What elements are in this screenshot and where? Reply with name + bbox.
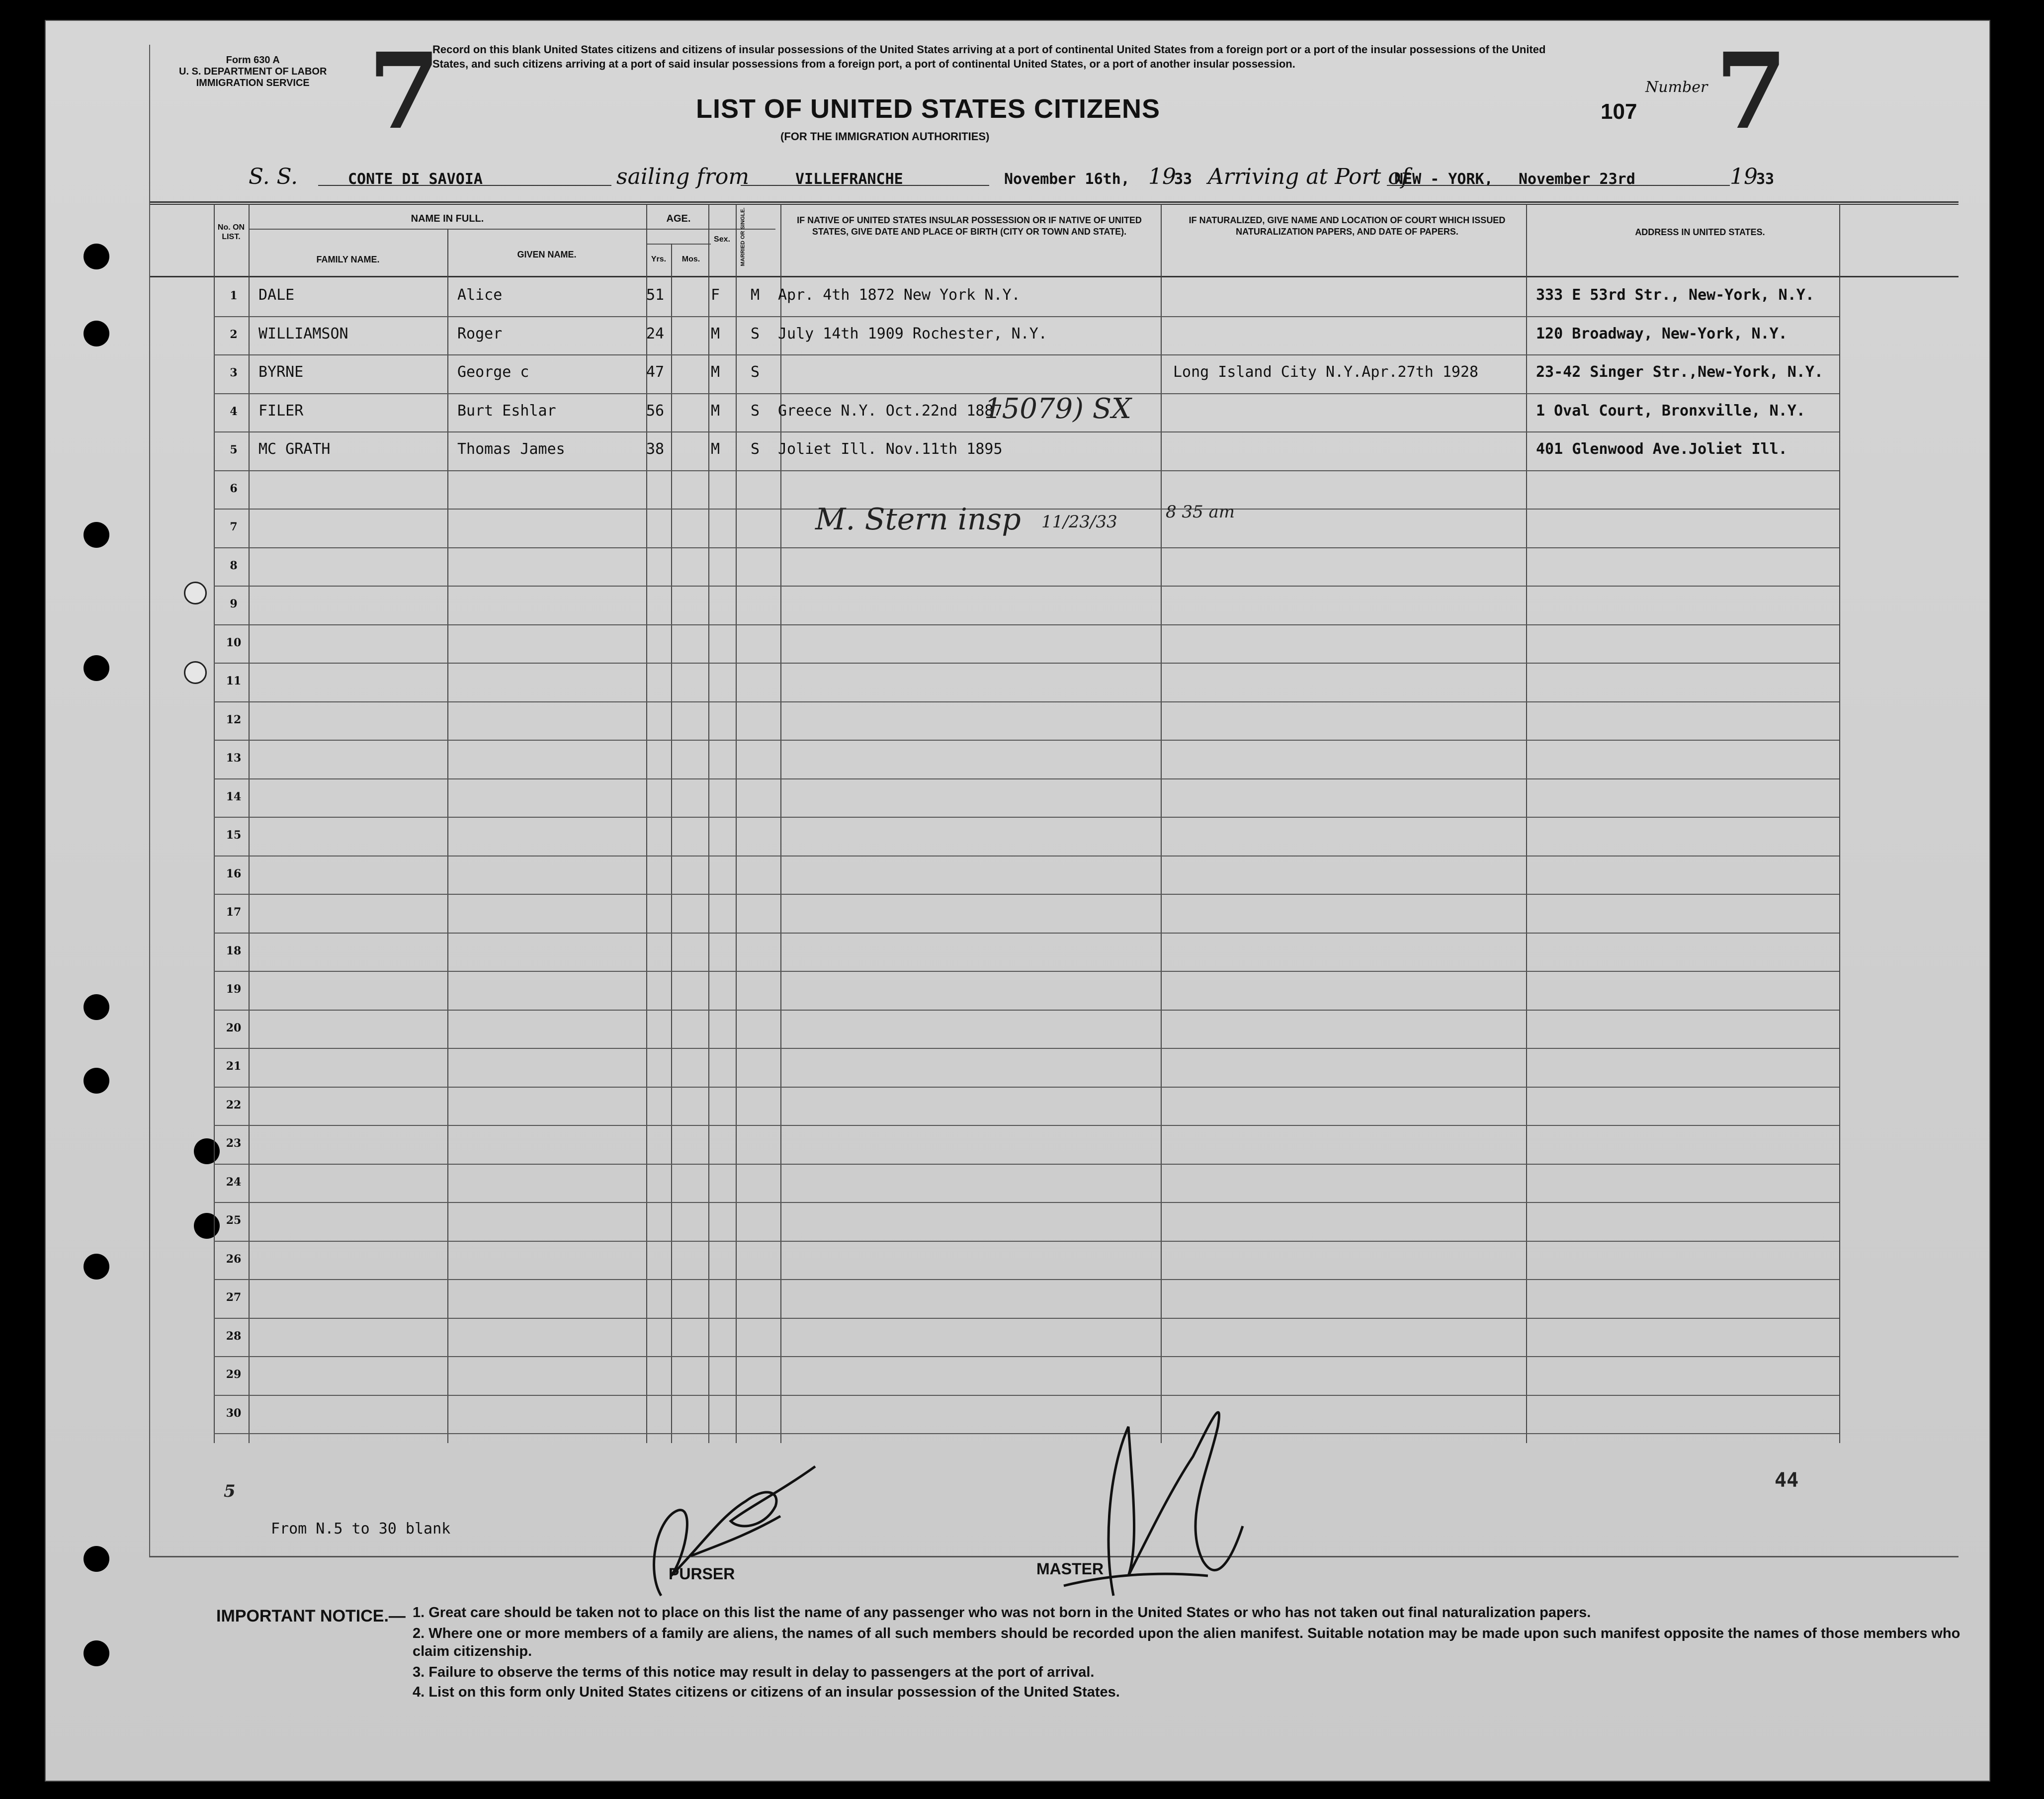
handwritten-number-left: 7 — [368, 30, 441, 153]
row-rule — [214, 316, 1839, 317]
row-rule — [214, 740, 1839, 741]
column-rule — [708, 204, 709, 1443]
row-rule — [214, 1395, 1839, 1396]
passenger-family: WILLIAMSON — [258, 325, 348, 343]
passenger-given: Roger — [457, 325, 503, 343]
number-label: Number — [1645, 79, 1708, 96]
notice-2: 2. Where one or more members of a family are aliens, the names of all such members should be recorded upon the alien manifest. Suitable notation may be made upon such manifest opposite the names of those members who claim citizenship. — [413, 1626, 1960, 1659]
handwritten-total: 5 — [224, 1481, 236, 1501]
row-number: 14 — [226, 790, 242, 803]
arriving-label: Arriving at Port of — [1208, 164, 1410, 189]
passenger-birth: Apr. 4th 1872 New York N.Y. — [778, 286, 1021, 304]
master-label: MASTER — [1036, 1560, 1104, 1578]
row-number: 9 — [230, 598, 238, 610]
notice-1: 1. Great care should be taken not to place on this list the name of any passenger who was not born in the United States or who has not taken out final naturalization papers. — [413, 1605, 1591, 1621]
row-number: 19 — [226, 983, 242, 996]
passenger-ms: S — [751, 402, 760, 420]
passenger-yrs: 47 — [646, 363, 665, 381]
row-rule — [214, 431, 1839, 432]
column-rule — [1526, 204, 1527, 1443]
row-number: 7 — [230, 520, 238, 533]
col-header-naturalized: IF NATURALIZED, GIVE NAME AND LOCATION OF COURT WHICH ISSUED NATURALIZATION PAPERS, AND DATE OF PAPERS. — [1189, 215, 1506, 237]
row-number: 26 — [226, 1252, 242, 1266]
row-number: 2 — [230, 328, 238, 341]
row-rule — [214, 1048, 1839, 1049]
row-rule — [214, 1164, 1839, 1165]
passenger-birth: Greece N.Y. Oct.22nd 1887 — [778, 402, 1003, 420]
row-rule — [214, 971, 1839, 972]
arrival-year: 33 — [1756, 171, 1775, 188]
department: U. S. DEPARTMENT OF LABOR — [179, 66, 327, 77]
col-header-age: AGE. — [666, 213, 691, 224]
row-number: 17 — [226, 906, 242, 919]
column-rule — [736, 204, 737, 1443]
service: IMMIGRATION SERVICE — [196, 78, 310, 88]
passenger-family: BYRNE — [258, 363, 304, 381]
passenger-address: 401 Glenwood Ave.Joliet Ill. — [1536, 440, 1788, 458]
row-number: 30 — [226, 1406, 242, 1420]
row-number: 25 — [226, 1214, 242, 1227]
row-rule — [214, 547, 1839, 548]
col-header-name-in-full: NAME IN FULL. — [411, 213, 484, 224]
purser-label: PURSER — [669, 1565, 735, 1583]
passenger-ms: S — [751, 440, 760, 458]
row-number: 21 — [226, 1060, 242, 1073]
sailing-label: sailing from — [616, 164, 750, 189]
row-rule — [214, 1010, 1839, 1011]
passenger-yrs: 38 — [646, 440, 665, 458]
row-number: 11 — [226, 675, 242, 687]
col-header-family-name: FAMILY NAME. — [316, 255, 380, 264]
row-rule — [214, 701, 1839, 702]
arrival-date: November 23rd — [1519, 171, 1635, 188]
column-rule — [780, 204, 781, 1443]
passenger-yrs: 24 — [646, 325, 665, 343]
passenger-given: Alice — [457, 286, 503, 304]
notice-3: 3. Failure to observe the terms of this notice may result in delay to passengers at the port of arrival. — [413, 1664, 1095, 1680]
passenger-naturalized: Long Island City N.Y.Apr.27th 1928 — [1173, 363, 1479, 381]
handwritten-number-right: 7 — [1715, 30, 1788, 153]
row-number: 3 — [230, 366, 238, 379]
row-rule — [214, 1241, 1839, 1242]
row-number: 4 — [230, 405, 238, 418]
passenger-sex: M — [711, 402, 720, 420]
passenger-family: DALE — [258, 286, 295, 304]
column-rule — [447, 229, 448, 1443]
top-notice: Record on this blank United States citizens and citizens of insular possessions of the United States arriving at a port of continental United States from a foreign port or a port of the insular possessions of the United States, and such citizens arriving at a port of said insular possessions from a foreign port, a port of continental United States, or a port of another insular possession. — [432, 43, 1546, 70]
passenger-yrs: 51 — [646, 286, 665, 304]
row-number: 16 — [226, 867, 242, 880]
col-header-no: No. ON LIST. — [217, 223, 245, 241]
passenger-address: 120 Broadway, New-York, N.Y. — [1536, 325, 1788, 343]
blank-rows-note: From N.5 to 30 blank — [271, 1520, 451, 1538]
row-number: 1 — [230, 289, 238, 302]
row-number: 10 — [226, 636, 242, 649]
col-header-address: ADDRESS IN UNITED STATES. — [1635, 227, 1765, 237]
row-rule — [214, 509, 1839, 510]
handwritten-inspector: M. Stern insp — [815, 502, 1021, 537]
row-number: 12 — [226, 713, 242, 726]
col-header-given-name: GIVEN NAME. — [517, 250, 577, 259]
row-rule — [214, 1087, 1839, 1088]
passenger-family: FILER — [258, 402, 304, 420]
column-rule — [1161, 204, 1162, 1443]
column-rule — [1839, 204, 1840, 1443]
passenger-ms: M — [751, 286, 760, 304]
master-signature — [1054, 1397, 1282, 1606]
passenger-ms: S — [751, 363, 760, 381]
passenger-sex: F — [711, 286, 720, 304]
row-number: 29 — [226, 1368, 242, 1381]
purser-signature — [616, 1447, 855, 1611]
row-rule — [214, 470, 1839, 471]
row-rule — [214, 778, 1839, 779]
passenger-yrs: 56 — [646, 402, 665, 420]
number-value: 107 — [1601, 99, 1637, 124]
page-title: LIST OF UNITED STATES CITIZENS — [696, 94, 1160, 124]
row-number: 28 — [226, 1329, 242, 1343]
passenger-given: George c — [457, 363, 529, 381]
row-number: 5 — [230, 443, 238, 456]
passenger-given: Burt Eshlar — [457, 402, 556, 420]
passenger-given: Thomas James — [457, 440, 565, 458]
page-subtitle: (FOR THE IMMIGRATION AUTHORITIES) — [780, 130, 990, 143]
row-rule — [214, 663, 1839, 664]
row-rule — [214, 817, 1839, 818]
table-left-border — [149, 45, 150, 1556]
row-rule — [214, 894, 1839, 895]
row-number: 15 — [226, 829, 242, 842]
row-rule — [214, 1202, 1839, 1203]
col-header-sex: Sex. — [714, 235, 730, 244]
row-number: 6 — [230, 482, 238, 495]
passenger-birth: July 14th 1909 Rochester, N.Y. — [778, 325, 1047, 343]
row-rule — [214, 586, 1839, 587]
col-header-mos: Mos. — [681, 255, 700, 263]
row-rule — [214, 354, 1839, 355]
row-number: 18 — [226, 944, 242, 957]
passenger-birth: Joliet Ill. Nov.11th 1895 — [778, 440, 1003, 458]
year-prefix-2: 19 — [1730, 164, 1758, 189]
row-rule — [214, 1433, 1839, 1434]
arrival-port: NEW - YORK, — [1394, 171, 1493, 188]
ss-label: S. S. — [249, 164, 298, 189]
row-number: 13 — [226, 752, 242, 765]
passenger-address: 1 Oval Court, Bronxville, N.Y. — [1536, 402, 1805, 420]
col-header-married: MARRIED OR SINGLE. — [740, 207, 746, 266]
passenger-ms: S — [751, 325, 760, 343]
row-rule — [214, 624, 1839, 625]
passenger-sex: M — [711, 363, 720, 381]
sail-date: November 16th, — [1004, 171, 1130, 188]
row-number: 23 — [226, 1137, 242, 1150]
passenger-sex: M — [711, 325, 720, 343]
handwritten-inspection-date: 11/23/33 — [1041, 512, 1117, 532]
handwritten-row3-note: 15079) SX — [984, 393, 1132, 425]
row-rule — [214, 856, 1839, 857]
row-rule — [214, 1279, 1839, 1280]
row-number: 8 — [230, 559, 238, 572]
row-number: 27 — [226, 1291, 242, 1304]
row-rule — [214, 933, 1839, 934]
from-port: VILLEFRANCHE — [795, 171, 903, 188]
important-notice-label: IMPORTANT NOTICE.— — [216, 1607, 406, 1626]
form-number: Form 630 A — [226, 55, 280, 66]
year-prefix: 19 — [1148, 164, 1176, 189]
column-rule — [646, 204, 647, 1443]
row-number: 24 — [226, 1175, 242, 1189]
row-rule — [214, 1356, 1839, 1357]
column-rule — [214, 204, 215, 1443]
sail-year: 33 — [1174, 171, 1192, 188]
passenger-family: MC GRATH — [258, 440, 331, 458]
column-rule — [671, 244, 672, 1443]
column-rule — [249, 204, 250, 1443]
passenger-sex: M — [711, 440, 720, 458]
row-number: 22 — [226, 1098, 242, 1112]
row-rule — [214, 1125, 1839, 1126]
row-rule — [214, 1318, 1839, 1319]
col-header-birth: IF NATIVE OF UNITED STATES INSULAR POSSESSION OR IF NATIVE OF UNITED STATES, GIVE DATE AND PLACE OF BIRTH (CITY OR TOWN AND STATE). — [797, 215, 1142, 237]
page-number: 44 — [1775, 1469, 1799, 1492]
row-number: 20 — [226, 1021, 242, 1034]
handwritten-inspection-time: 8 35 am — [1166, 502, 1235, 522]
notice-4: 4. List on this form only United States citizens or citizens of an insular possession of the United States. — [413, 1684, 1120, 1700]
passenger-address: 333 E 53rd Str., New-York, N.Y. — [1536, 286, 1814, 304]
ship-name: CONTE DI SAVOIA — [348, 171, 483, 188]
passenger-address: 23-42 Singer Str.,New-York, N.Y. — [1536, 363, 1823, 381]
col-header-yrs: Yrs. — [651, 255, 667, 263]
